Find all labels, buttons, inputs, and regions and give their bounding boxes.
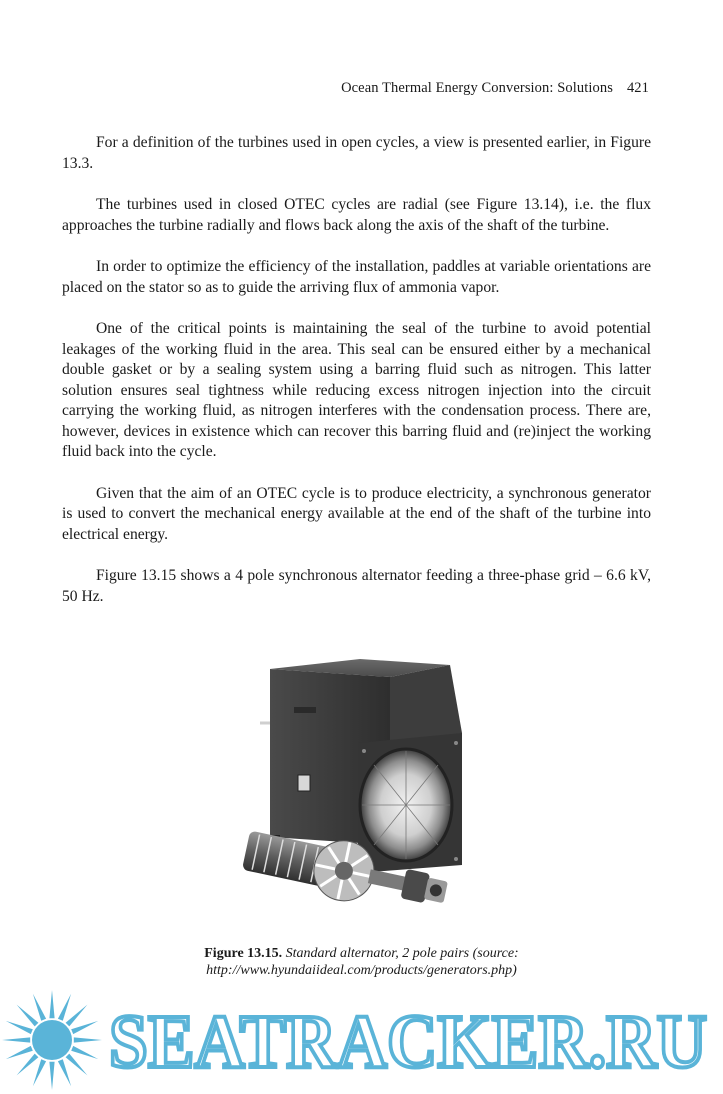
paragraph: One of the critical points is maintaining the seal of the turbine to avoid potential leakages of the working fluid in the area. This seal can be ensured either by a mechanical double gasket or by a sealing system using a barring fluid such as nitrogen. This latter solution ensures seal tightness while reducing excess nitrogen injection into the circuit carrying the working fluid, as nitrogen interferes with the condensation process. There are, however, devices in existence which can recover this barring fluid and (re)inject the working fluid back into the cycle.: [62, 320, 651, 460]
sun-ray: [33, 994, 46, 1021]
sun-ray: [6, 1021, 33, 1034]
watermark: [0, 985, 723, 1094]
paragraph: In order to optimize the efficiency of the installation, paddles at variable orientations are placed on the stator so as to guide the arriving flux of ammonia vapor.: [62, 258, 651, 296]
paragraph: Given that the aim of an OTEC cycle is to produce electricity, a synchronous generator is used to convert the mechanical energy available at the end of the shaft of the turbine into electrical energy.: [62, 484, 651, 543]
alternator-photo: [240, 655, 472, 923]
sun-ray: [71, 1046, 98, 1059]
sun-ray: [66, 1054, 88, 1076]
watermark-text: SEATRACKER.RU: [109, 1000, 707, 1084]
sun-ray: [58, 994, 71, 1021]
body-text: [62, 133, 651, 628]
paragraph: Figure 13.15 shows a 4 pole synchronous alternator feeding a three-phase grid – 6.6 kV, 50 Hz.: [62, 567, 651, 605]
sun-ray: [6, 1046, 33, 1059]
sun-ray: [17, 1054, 39, 1076]
sun-ray: [71, 1021, 98, 1034]
sun-ray: [58, 1059, 71, 1086]
caption-line-1: Standard alternator, 2 pole pairs (source:: [285, 946, 519, 961]
sun-ray: [66, 1005, 88, 1027]
sun-ray: [2, 1037, 30, 1042]
sun-ray: [49, 990, 54, 1018]
running-header: [341, 80, 649, 97]
figure-caption: [100, 945, 623, 979]
sun-ray: [17, 1005, 39, 1027]
page-number: 421: [626, 80, 649, 96]
paragraph: The turbines used in closed OTEC cycles are radial (see Figure 13.14), i.e. the flux approaches the turbine radially and flows back along the axis of the shaft of the turbine.: [62, 196, 651, 234]
caption-line-2: http://www.hyundaiideal.com/products/generators.php): [206, 963, 517, 978]
running-title: Ocean Thermal Energy Conversion: Solutions: [341, 80, 613, 96]
figure-label: Figure 13.15.: [204, 946, 283, 961]
sun-ray: [74, 1037, 102, 1042]
paragraph: For a definition of the turbines used in open cycles, a view is presented earlier, in Figure 13.3.: [62, 134, 651, 172]
sun-ray: [33, 1059, 46, 1086]
sun-icon: [2, 990, 102, 1090]
sun-ray: [49, 1062, 54, 1090]
